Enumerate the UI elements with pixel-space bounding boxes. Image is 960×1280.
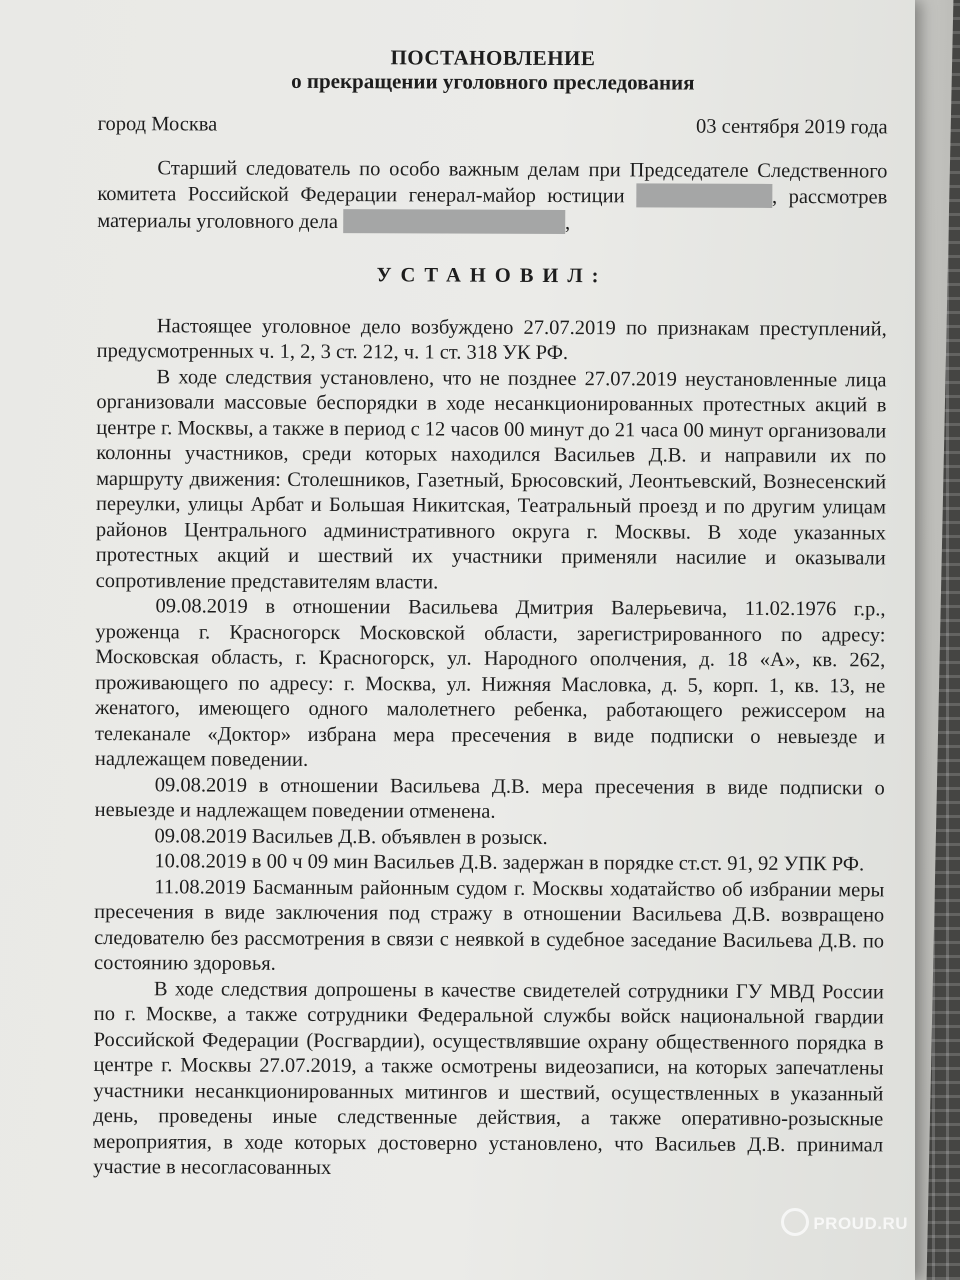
paragraph-2: В ходе следствия установлено, что не позднее 27.07.2019 неустановленные лица организовали массовые беспорядки в ходе несанкционированных протестных акций в центре г. Москвы, а также в период с 12 часов 00 минут до 21 часа 00 минут организовали колонны участников, среди которых находился Васильев Д.В. и направили их по маршруту движения: Столешников, Газетный, Брюсовский, Леонтьевский, Вознесенский переулки, улицы Арбат и Большая Никитская, Театральный проезд и по другим улицам районов Центрального административного округа г. Москвы. В ходе указанных протестных акций и шествий их участники применяли насилие и оказывали сопротивление представителям власти. xyxy=(95,365,887,593)
place-date-row xyxy=(98,112,888,141)
redacted-case-number-block xyxy=(343,209,565,234)
intro-text-3: , xyxy=(565,211,571,234)
title-line-1: ПОСТАНОВЛЕНИЕ xyxy=(390,45,596,71)
intro-text-2: , рассмотрев материалы уголовного дела xyxy=(97,185,888,233)
intro-text-1: Старший следователь по особо важным делам при Председателе Следственного комитета Российской Федерации генерал-майор юстиции xyxy=(97,156,888,208)
paragraph-3: 09.08.2019 в отношении Васильева Дмитрия Валерьевича, 11.02.1976 г.р., уроженца г. Красногорск Московской области, зарегистрированного по адресу: Московская область, г. Красногорск, ул. Народного ополчения, д. 18 «А», кв. 262, проживающего по адресу: г. Москва, ул. Нижняя Масловка, д. 5, корп. 1, кв. 13, не женатого, имеющего одного малолетнего ребенка, работающего режиссером на телеканале «Доктор» избрана мера пресечения в виде подписки о невыезде и надлежащем поведении. xyxy=(94,595,886,771)
paragraph-5: 09.08.2019 Васильев Д.В. объявлен в розыск. xyxy=(154,824,548,849)
site-watermark xyxy=(781,1208,908,1236)
paragraph-8: В ходе следствия допрошены в качестве свидетелей сотрудники ГУ МВД России по г. Москве, а также сотрудники Федеральной службы войск национальной гвардии Российской Федерации (Росгвардии), осуществлявшие охрану общественного порядка в центре г. Москвы 27.07.2019, а также осмотрены видеозаписи, на которых запечатлены участники несанкционированных митингов и шествий, осуществленных в указанный день, проведены иные следственные действия, а также оперативно-розыскные мероприятия, в ходе которых достоверно установлено, что Васильев Д.В. принимал участие в несогласованных xyxy=(93,977,884,1180)
paragraph-4: 09.08.2019 в отношении Васильева Д.В. мера пресечения в виде подписки о невыезде и надлежащем поведении отменена. xyxy=(94,773,885,823)
title-line-2: о прекращении уголовного преследования xyxy=(291,68,695,95)
section-heading: УСТАНОВИЛ: xyxy=(376,264,608,288)
intro-paragraph xyxy=(97,155,887,237)
city-label: город Москва xyxy=(97,112,218,136)
document-body xyxy=(93,44,888,1184)
paragraph-1: Настоящее уголовное дело возбуждено 27.07.2019 по признакам преступлений, предусмотренных ч. 1, 2, 3 ст. 212, ч. 1 ст. 318 УК РФ. xyxy=(96,314,887,365)
redacted-name-block xyxy=(636,183,772,208)
watermark-text: PROUD.RU xyxy=(813,1214,908,1233)
document-title xyxy=(98,44,888,95)
paragraph-7: 11.08.2019 Басманным районным судом г. Москвы ходатайство об избрании меры пресечения в виде заключения под стражу в отношении Васильева Д.В. возвращено следователю без рассмотрения в связи с неявкой в судебное заседание Васильева Д.В. по состоянию здоровья. xyxy=(93,875,885,975)
watermark-logo-icon xyxy=(781,1208,809,1236)
document-date: 03 сентября 2019 года xyxy=(695,115,888,139)
paragraph-6: 10.08.2019 в 00 ч 09 мин Васильев Д.В. задержан в порядке ст.ст. 91, 92 УПК РФ. xyxy=(154,850,865,876)
